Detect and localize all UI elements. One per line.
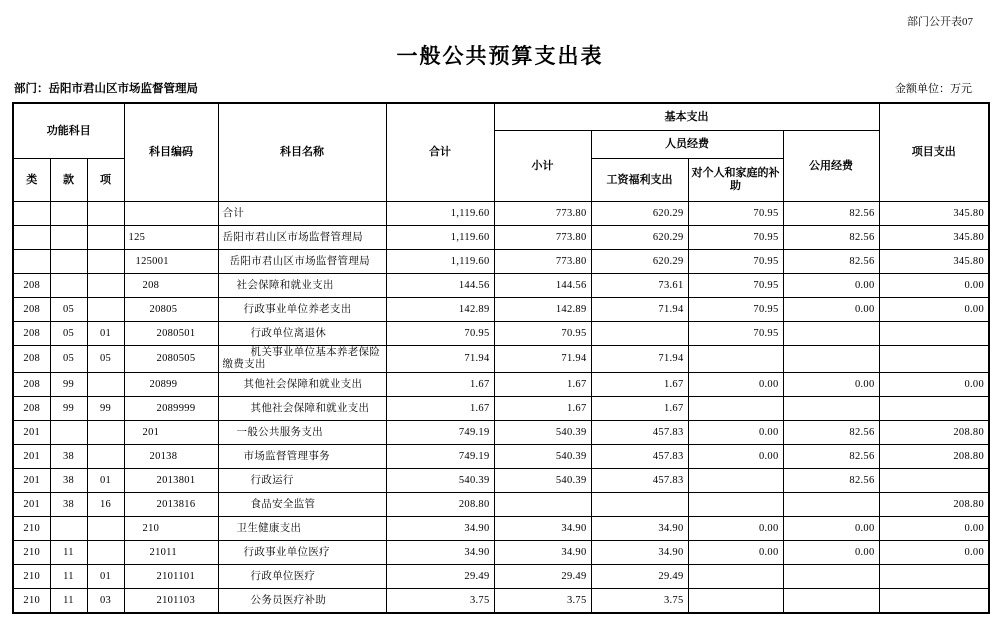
cell-salary: 34.90 <box>591 517 688 541</box>
header-project-expenditure: 项目支出 <box>879 103 989 202</box>
cell-code: 125 <box>124 226 218 250</box>
cell-category: 201 <box>13 493 50 517</box>
cell-code: 208 <box>124 274 218 298</box>
cell-subsidy <box>688 397 783 421</box>
cell-name: 合计 <box>218 202 386 226</box>
cell-subtotal: 70.95 <box>494 322 591 346</box>
cell-code: 210 <box>124 517 218 541</box>
header-category: 类 <box>13 159 50 202</box>
header-subject-name: 科目名称 <box>218 103 386 202</box>
cell-total: 1,119.60 <box>386 202 494 226</box>
cell-item <box>87 445 124 469</box>
table-row <box>13 274 989 298</box>
table-row <box>13 445 989 469</box>
cell-total: 1.67 <box>386 397 494 421</box>
table-row <box>13 397 989 421</box>
cell-category: 208 <box>13 298 50 322</box>
cell-clause: 05 <box>50 322 87 346</box>
cell-code: 2101101 <box>124 565 218 589</box>
cell-public <box>783 397 879 421</box>
cell-code: 20138 <box>124 445 218 469</box>
cell-subtotal: 773.80 <box>494 226 591 250</box>
cell-category: 201 <box>13 421 50 445</box>
cell-total: 1,119.60 <box>386 250 494 274</box>
cell-subtotal: 773.80 <box>494 202 591 226</box>
cell-item <box>87 421 124 445</box>
cell-clause: 11 <box>50 541 87 565</box>
cell-subsidy <box>688 565 783 589</box>
cell-subsidy: 70.95 <box>688 322 783 346</box>
cell-item <box>87 226 124 250</box>
cell-public <box>783 346 879 373</box>
cell-item: 03 <box>87 589 124 614</box>
cell-category: 208 <box>13 346 50 373</box>
cell-code: 2101103 <box>124 589 218 614</box>
header-item: 项 <box>87 159 124 202</box>
table-row <box>13 517 989 541</box>
cell-item <box>87 373 124 397</box>
cell-subsidy <box>688 493 783 517</box>
meta-row <box>14 80 972 96</box>
cell-total: 144.56 <box>386 274 494 298</box>
cell-project <box>879 565 989 589</box>
cell-project: 345.80 <box>879 250 989 274</box>
cell-clause <box>50 202 87 226</box>
cell-item <box>87 274 124 298</box>
cell-category: 201 <box>13 445 50 469</box>
cell-public: 0.00 <box>783 274 879 298</box>
cell-name: 食品安全监管 <box>218 493 386 517</box>
cell-salary: 620.29 <box>591 226 688 250</box>
cell-project: 0.00 <box>879 274 989 298</box>
cell-item: 01 <box>87 565 124 589</box>
cell-subtotal <box>494 493 591 517</box>
cell-item: 16 <box>87 493 124 517</box>
cell-category: 210 <box>13 589 50 614</box>
cell-item <box>87 298 124 322</box>
cell-subsidy: 0.00 <box>688 373 783 397</box>
cell-project: 345.80 <box>879 202 989 226</box>
cell-category: 208 <box>13 397 50 421</box>
cell-name: 其他社会保障和就业支出 <box>218 373 386 397</box>
cell-public <box>783 322 879 346</box>
cell-name: 行政事业单位医疗 <box>218 541 386 565</box>
table-row <box>13 226 989 250</box>
cell-subsidy <box>688 469 783 493</box>
cell-name: 社会保障和就业支出 <box>218 274 386 298</box>
cell-subtotal: 144.56 <box>494 274 591 298</box>
cell-name: 岳阳市君山区市场监督管理局 <box>218 250 386 274</box>
cell-project: 208.80 <box>879 493 989 517</box>
cell-project: 0.00 <box>879 298 989 322</box>
cell-category: 208 <box>13 322 50 346</box>
cell-public: 82.56 <box>783 421 879 445</box>
table-row <box>13 298 989 322</box>
header-func-subject: 功能科目 <box>13 103 124 159</box>
cell-item <box>87 541 124 565</box>
cell-subsidy <box>688 589 783 614</box>
cell-clause <box>50 421 87 445</box>
cell-salary: 620.29 <box>591 250 688 274</box>
cell-project <box>879 469 989 493</box>
cell-subsidy: 70.95 <box>688 274 783 298</box>
cell-salary: 1.67 <box>591 373 688 397</box>
header-basic-expenditure: 基本支出 <box>494 103 879 131</box>
cell-clause: 11 <box>50 565 87 589</box>
cell-subsidy: 70.95 <box>688 202 783 226</box>
cell-public <box>783 493 879 517</box>
cell-name: 岳阳市君山区市场监督管理局 <box>218 226 386 250</box>
cell-subsidy: 70.95 <box>688 250 783 274</box>
cell-total: 1,119.60 <box>386 226 494 250</box>
cell-subtotal: 34.90 <box>494 541 591 565</box>
cell-total: 142.89 <box>386 298 494 322</box>
header-total: 合计 <box>386 103 494 202</box>
cell-item: 05 <box>87 346 124 373</box>
header-subject-code: 科目编码 <box>124 103 218 202</box>
cell-subtotal: 3.75 <box>494 589 591 614</box>
cell-code: 2080501 <box>124 322 218 346</box>
cell-category: 208 <box>13 373 50 397</box>
cell-name: 行政事业单位养老支出 <box>218 298 386 322</box>
cell-name: 公务员医疗补助 <box>218 589 386 614</box>
table-row <box>13 565 989 589</box>
cell-name: 一般公共服务支出 <box>218 421 386 445</box>
table-body <box>13 202 989 614</box>
cell-subtotal: 773.80 <box>494 250 591 274</box>
cell-subtotal: 540.39 <box>494 469 591 493</box>
cell-item <box>87 517 124 541</box>
cell-project: 345.80 <box>879 226 989 250</box>
cell-code: 2013801 <box>124 469 218 493</box>
cell-clause: 99 <box>50 373 87 397</box>
cell-code <box>124 202 218 226</box>
cell-total: 34.90 <box>386 517 494 541</box>
cell-item: 01 <box>87 469 124 493</box>
budget-table <box>12 102 990 614</box>
cell-name: 市场监督管理事务 <box>218 445 386 469</box>
cell-public: 82.56 <box>783 202 879 226</box>
cell-code: 2080505 <box>124 346 218 373</box>
cell-salary <box>591 322 688 346</box>
cell-subtotal: 34.90 <box>494 517 591 541</box>
cell-subtotal: 142.89 <box>494 298 591 322</box>
cell-category: 210 <box>13 517 50 541</box>
department-label: 部门：岳阳市君山区市场监督管理局 <box>14 83 198 95</box>
cell-subsidy: 70.95 <box>688 298 783 322</box>
cell-category <box>13 226 50 250</box>
cell-total: 71.94 <box>386 346 494 373</box>
cell-salary: 457.83 <box>591 421 688 445</box>
cell-subtotal: 71.94 <box>494 346 591 373</box>
cell-name: 行政单位医疗 <box>218 565 386 589</box>
header-individual-family-subsidy: 对个人和家庭的补助 <box>688 159 783 202</box>
cell-clause: 99 <box>50 397 87 421</box>
cell-code: 201 <box>124 421 218 445</box>
cell-item: 99 <box>87 397 124 421</box>
cell-salary <box>591 493 688 517</box>
cell-salary: 73.61 <box>591 274 688 298</box>
cell-public: 0.00 <box>783 298 879 322</box>
cell-public: 82.56 <box>783 226 879 250</box>
cell-total: 208.80 <box>386 493 494 517</box>
cell-subsidy: 0.00 <box>688 421 783 445</box>
table-row <box>13 541 989 565</box>
cell-code: 2089999 <box>124 397 218 421</box>
cell-subsidy: 0.00 <box>688 541 783 565</box>
cell-subtotal: 29.49 <box>494 565 591 589</box>
cell-clause <box>50 226 87 250</box>
cell-salary: 34.90 <box>591 541 688 565</box>
cell-project <box>879 346 989 373</box>
cell-salary: 620.29 <box>591 202 688 226</box>
cell-total: 749.19 <box>386 445 494 469</box>
cell-salary: 3.75 <box>591 589 688 614</box>
cell-total: 1.67 <box>386 373 494 397</box>
cell-public: 0.00 <box>783 517 879 541</box>
cell-clause <box>50 250 87 274</box>
cell-total: 3.75 <box>386 589 494 614</box>
table-row <box>13 373 989 397</box>
table-header <box>13 103 989 202</box>
cell-item <box>87 202 124 226</box>
header-clause: 款 <box>50 159 87 202</box>
cell-clause: 38 <box>50 493 87 517</box>
cell-code: 125001 <box>124 250 218 274</box>
cell-salary: 29.49 <box>591 565 688 589</box>
cell-project: 208.80 <box>879 445 989 469</box>
cell-public: 82.56 <box>783 469 879 493</box>
cell-salary: 71.94 <box>591 346 688 373</box>
table-row <box>13 346 989 373</box>
cell-category: 210 <box>13 565 50 589</box>
cell-clause: 05 <box>50 346 87 373</box>
doc-label: 部门公开表07 <box>907 16 973 28</box>
cell-total: 70.95 <box>386 322 494 346</box>
cell-total: 749.19 <box>386 421 494 445</box>
cell-project <box>879 589 989 614</box>
cell-subsidy: 70.95 <box>688 226 783 250</box>
cell-category: 210 <box>13 541 50 565</box>
cell-item: 01 <box>87 322 124 346</box>
table-row <box>13 421 989 445</box>
cell-project <box>879 322 989 346</box>
cell-name: 行政运行 <box>218 469 386 493</box>
cell-clause: 38 <box>50 445 87 469</box>
unit-label: 金额单位：万元 <box>895 83 972 95</box>
cell-project: 0.00 <box>879 517 989 541</box>
cell-subsidy: 0.00 <box>688 445 783 469</box>
cell-subsidy: 0.00 <box>688 517 783 541</box>
cell-category <box>13 250 50 274</box>
cell-public <box>783 589 879 614</box>
table-row <box>13 202 989 226</box>
cell-total: 34.90 <box>386 541 494 565</box>
cell-code: 21011 <box>124 541 218 565</box>
cell-salary: 457.83 <box>591 469 688 493</box>
header-public-funds: 公用经费 <box>783 131 879 202</box>
cell-public: 82.56 <box>783 250 879 274</box>
cell-clause <box>50 517 87 541</box>
table-row <box>13 469 989 493</box>
cell-salary: 71.94 <box>591 298 688 322</box>
table-row <box>13 493 989 517</box>
cell-project: 208.80 <box>879 421 989 445</box>
cell-project: 0.00 <box>879 541 989 565</box>
cell-public: 0.00 <box>783 541 879 565</box>
cell-clause: 11 <box>50 589 87 614</box>
cell-salary: 457.83 <box>591 445 688 469</box>
cell-clause <box>50 274 87 298</box>
cell-total: 29.49 <box>386 565 494 589</box>
cell-item <box>87 250 124 274</box>
table-row <box>13 322 989 346</box>
cell-salary: 1.67 <box>591 397 688 421</box>
cell-category: 201 <box>13 469 50 493</box>
cell-subtotal: 540.39 <box>494 445 591 469</box>
cell-project: 0.00 <box>879 373 989 397</box>
table-row <box>13 250 989 274</box>
cell-clause: 38 <box>50 469 87 493</box>
page-title: 一般公共预算支出表 <box>396 45 604 68</box>
cell-category: 208 <box>13 274 50 298</box>
table-row <box>13 589 989 614</box>
cell-subtotal: 1.67 <box>494 373 591 397</box>
cell-subsidy <box>688 346 783 373</box>
cell-public: 0.00 <box>783 373 879 397</box>
header-personnel-funds: 人员经费 <box>591 131 783 159</box>
cell-name: 卫生健康支出 <box>218 517 386 541</box>
cell-code: 20805 <box>124 298 218 322</box>
cell-clause: 05 <box>50 298 87 322</box>
cell-code: 2013816 <box>124 493 218 517</box>
cell-subtotal: 540.39 <box>494 421 591 445</box>
cell-subtotal: 1.67 <box>494 397 591 421</box>
cell-total: 540.39 <box>386 469 494 493</box>
cell-category <box>13 202 50 226</box>
cell-name: 其他社会保障和就业支出 <box>218 397 386 421</box>
header-subtotal: 小计 <box>494 131 591 202</box>
cell-project <box>879 397 989 421</box>
cell-public <box>783 565 879 589</box>
cell-name: 机关事业单位基本养老保险缴费支出 <box>218 346 386 373</box>
cell-public: 82.56 <box>783 445 879 469</box>
header-salary-welfare: 工资福利支出 <box>591 159 688 202</box>
cell-name: 行政单位离退休 <box>218 322 386 346</box>
cell-code: 20899 <box>124 373 218 397</box>
